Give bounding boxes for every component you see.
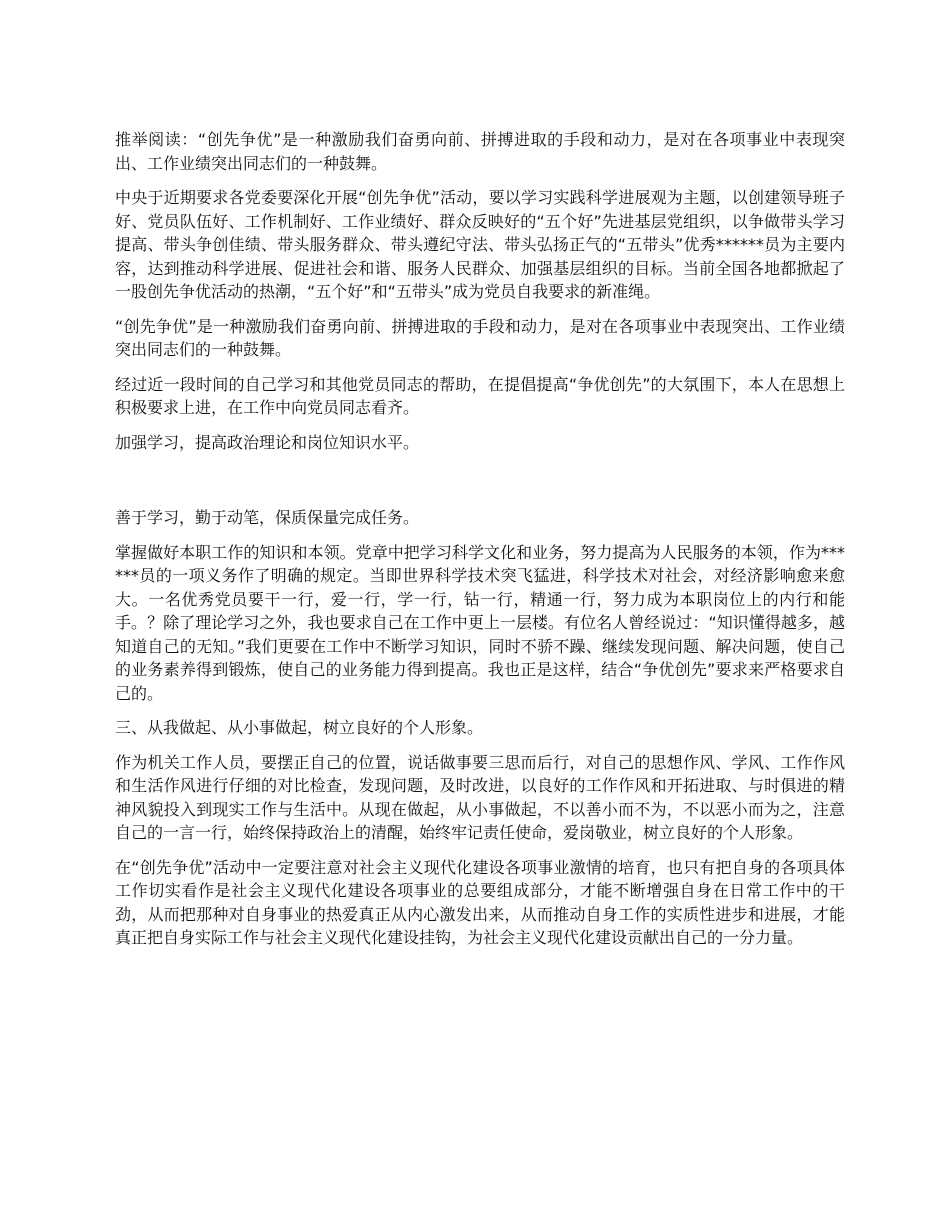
- paragraph-professional-knowledge: 掌握做好本职工作的知识和本领。党章中把学习科学文化和业务，努力提高为人民服务的本领，作为******员的一项义务作了明确的规定。当即世界科学技术突飞猛进，科学技术对社会，对经济影响愈来愈大。一名优秀党员要干一行，爱一行，学一行，钻一行，精通一行，努力成为本职岗位上的内行和能手。？除了理论学习之外，我也要求自己在工作中更上一层楼。有位名人曾经说过：“知识懂得越多，越知道自己的无知。”我们更要在工作中不断学习知识，同时不骄不躁、继续发现问题、解决问题，使自己的业务素养得到锻炼，使自己的业务能力得到提高。我也正是这样，结合“争优创先”要求来严格要求自己的。: [115, 542, 845, 703]
- paragraph-self-progress: 经过近一段时间的自己学习和其他党员同志的帮助，在提倡提高“争优创先”的大氛围下，本人在思想上积极要求上进，在工作中向党员同志看齐。: [115, 374, 845, 417]
- paragraph-personal-image: 作为机关工作人员，要摆正自己的位置，说话做事要三思而后行，对自己的思想作风、学风、工作作风和生活作风进行仔细的对比检查，发现问题，及时改进，以良好的工作作风和开拓进取、与时俱进的精神风貌投入到现实工作与生活中。从现在做起，从小事做起，不以善小而不为，不以恶小而为之，注意自己的一言一行，始终保持政治上的清醒，始终牢记责任使命，爱岗敬业，树立良好的个人形象。: [115, 752, 845, 842]
- paragraph-conclusion: 在“创先争优”活动中一定要注意对社会主义现代化建设各项事业激情的培育，也只有把自身的各项具体工作切实看作是社会主义现代化建设各项事业的总要组成部分，才能不断增强自身在日常工作中的干劲，从而把那种对自身事业的热爱真正从内心激发出来，从而推动自身工作的实质性进步和进展，才能真正把自身实际工作与社会主义现代化建设挂钩，为社会主义现代化建设贡献出自己的一分力量。: [115, 857, 845, 947]
- heading-good-at-learning: 善于学习，勤于动笔，保质保量完成任务。: [115, 508, 420, 527]
- heading-section-three: 三、从我做起、从小事做起，树立良好的个人形象。: [115, 718, 484, 737]
- paragraph-definition: “创先争优”是一种激励我们奋勇向前、拼搏进取的手段和动力，是对在各项事业中表现突出、工作业绩突出同志们的一种鼓舞。: [115, 316, 845, 359]
- heading-strengthen-study: 加强学习，提高政治理论和岗位知识水平。: [115, 432, 420, 452]
- paragraph-intro: 推举阅读：“创先争优”是一种激励我们奋勇向前、拼搏进取的手段和动力，是对在各项事业中表现突出、工作业绩突出同志们的一种鼓舞。: [115, 130, 845, 173]
- document-body: [115, 128, 845, 961]
- paragraph-central-requirement: 中央于近期要求各党委要深化开展“创先争优”活动，要以学习实践科学进展观为主题，以创建领导班子好、党员队伍好、工作机制好、工作业绩好、群众反映好的“五个好”先进基层党组织，以争做带头学习提高、带头争创佳绩、带头服务群众、带头遵纪守法、带头弘扬正气的“五带头”优秀******员为主要内容，达到推动科学进展、促进社会和谐、服务人民群众、加强基层组织的目标。当前全国各地都掀起了一股创先争优活动的热潮，“五个好”和“五带头”成为党员自我要求的新准绳。: [115, 188, 845, 301]
